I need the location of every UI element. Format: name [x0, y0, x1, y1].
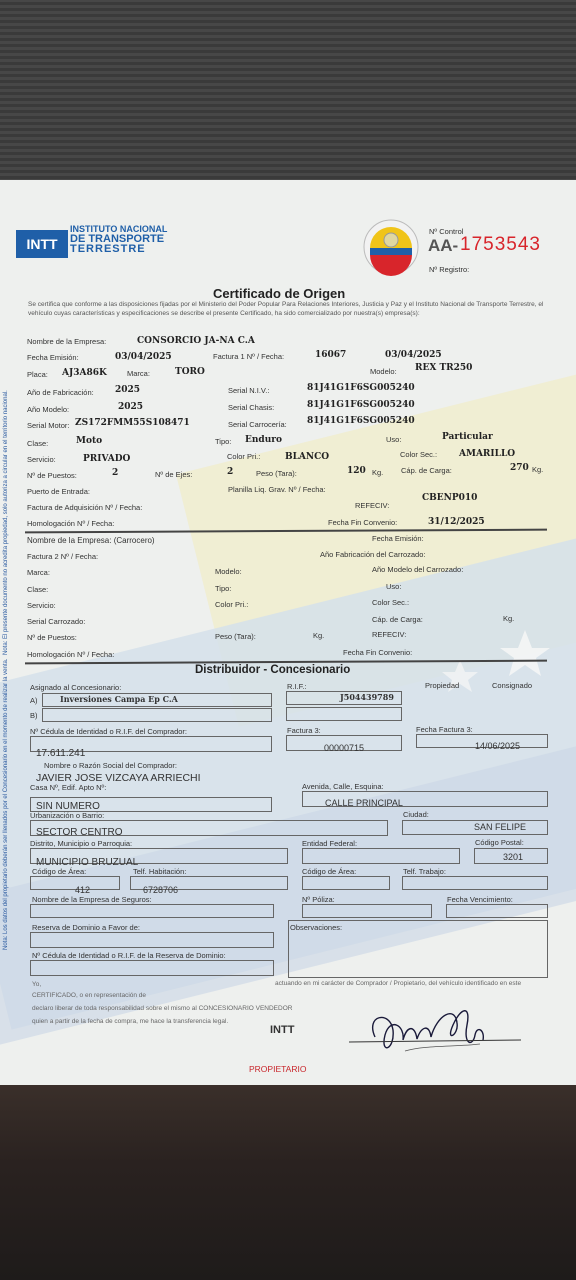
actuando-text: actuando en mi carácter de Comprador / Propietario, del vehículo identificado en este — [275, 980, 522, 987]
anio-fab-label: Año de Fabricación: — [27, 388, 94, 397]
b-label: B) — [30, 711, 38, 720]
reserva-label: Reserva de Dominio a Favor de: — [32, 923, 140, 932]
placa-label: Placa: — [27, 370, 48, 379]
rif-label: R.I.F.: — [287, 682, 307, 691]
certificate-paper — [0, 180, 576, 1085]
control-prefix: AA- — [428, 236, 459, 255]
puestos-label: Nº de Puestos: — [27, 471, 77, 480]
codigo-area-label: Código de Área: — [32, 867, 87, 876]
poliza-field — [302, 904, 432, 918]
factura3-value: 00000715 — [324, 743, 365, 753]
carga-label: Cáp. de Carga: — [401, 466, 452, 475]
side-note-2: Nota: Los datos del propietario deberán ser llenados por el Concesionario en el momento de realizar la venta. — [3, 658, 9, 950]
peso-unit: Kg. — [372, 468, 384, 477]
color-pri-label: Color Pri.: — [227, 452, 261, 461]
factura-label: Factura 1 Nº / Fecha: — [213, 352, 285, 361]
cedula-reserva-label: Nº Cédula de Identidad o R.I.F. de la Reserva de Dominio: — [32, 951, 226, 960]
government-seal-icon — [362, 218, 420, 276]
s2-carga-label: Cáp. de Carga: — [372, 615, 423, 624]
owner-signature-icon — [345, 995, 525, 1070]
factura2-label: Factura 2 Nº / Fecha: — [27, 552, 99, 561]
refeciv-value: CBENP010 — [422, 493, 478, 503]
s2-puestos-label: Nº de Puestos: — [27, 633, 77, 642]
avenida-label: Avenida, Calle, Esquina: — [302, 782, 384, 791]
fecha-fin-label: Fecha Fin Convenio: — [328, 518, 398, 527]
clase-label: Clase: — [27, 439, 49, 448]
carrocero-label: Nombre de la Empresa: (Carrocero) — [27, 536, 155, 545]
s2-peso-label: Peso (Tara): — [215, 632, 256, 641]
telf-trabajo-field — [402, 876, 548, 890]
ejes-value: 2 — [227, 467, 234, 477]
tipo-value: Enduro — [245, 435, 282, 445]
rif-a-value: J504439789 — [340, 692, 394, 702]
factura3-label: Factura 3: — [287, 726, 321, 735]
marca-value: TORO — [175, 367, 205, 377]
factura-adq-label: Factura de Adquisición Nº / Fecha: — [27, 503, 143, 512]
institute-line3: TERRESTRE — [70, 243, 146, 255]
s2-color-sec-label: Color Sec.: — [372, 598, 410, 607]
peso-value: 120 — [347, 466, 366, 476]
uso-label: Uso: — [386, 435, 402, 444]
carga-value: 270 — [510, 463, 529, 473]
s2-refeciv-label: REFECIV: — [372, 630, 407, 639]
carga-unit: Kg. — [532, 465, 544, 474]
planilla-label: Planilla Liq. Grav. Nº / Fecha: — [228, 485, 326, 494]
anio-modelo-label: Año Modelo: — [27, 405, 70, 414]
s2-anio-modelo-label: Año Modelo del Carrozado: — [372, 565, 464, 574]
s2-uso-label: Uso: — [386, 582, 402, 591]
factura-number: 16067 — [315, 350, 347, 360]
serial-niv-label: Serial N.I.V.: — [228, 386, 270, 395]
s2-modelo-label: Modelo: — [215, 567, 242, 576]
postal-label: Código Postal: — [475, 838, 524, 847]
certificado-line1: CERTIFICADO, o en representación de — [32, 992, 147, 999]
poliza-label: Nº Póliza: — [302, 895, 335, 904]
document-title: Certificado de Origen — [213, 286, 346, 301]
certificado-line3: quien a partir de la fecha de compra, me hace la transferencia legal. — [32, 1018, 229, 1025]
a-label: A) — [30, 696, 38, 705]
s2-marca-label: Marca: — [27, 568, 50, 577]
cedula-label: Nº Cédula de Identidad o R.I.F. del Comprador: — [30, 727, 187, 736]
rif-b-field — [286, 707, 402, 721]
clase-value: Moto — [76, 436, 103, 446]
distrito-value: MUNICIPIO BRUZUAL — [36, 857, 139, 868]
institute-line1: INSTITUTO NACIONAL — [70, 224, 168, 234]
s2-clase-label: Clase: — [27, 585, 49, 594]
placa-value: AJ3A86K — [62, 368, 107, 378]
certificado-line2: declaro liberar de toda responsabilidad sobre el mismo al CONCESIONARIO VENDEDOR — [32, 1005, 293, 1012]
modelo-label: Modelo: — [370, 367, 397, 376]
color-sec-value: AMARILLO — [459, 449, 516, 459]
puerto-label: Puerto de Entrada: — [27, 487, 90, 496]
s2-tipo-label: Tipo: — [215, 584, 232, 593]
ciudad-label: Ciudad: — [403, 810, 429, 819]
factura-date: 03/04/2025 — [385, 350, 442, 360]
concesionario-a-value: Inversiones Campa Ep C.A — [60, 694, 178, 704]
entidad-label: Entidad Federal: — [302, 839, 358, 848]
color-sec-label: Color Sec.: — [400, 450, 438, 459]
marca-label: Marca: — [127, 369, 150, 378]
institute-name — [70, 224, 167, 254]
fecha-emision-value: 03/04/2025 — [115, 352, 172, 362]
refeciv-label: REFECIV: — [355, 501, 390, 510]
serial-motor-value: ZS172FMM55S108471 — [75, 418, 190, 428]
cedula-reserva-field — [30, 960, 274, 976]
concesionario-b-field — [42, 708, 272, 722]
vencimiento-label: Fecha Vencimiento: — [447, 895, 513, 904]
uso-value: Particular — [442, 432, 493, 442]
observaciones-field — [288, 920, 548, 978]
s2-anio-fab-label: Año Fabricación del Carrozado: — [320, 550, 426, 559]
serial-carroceria-label: Serial Carrocería: — [228, 420, 287, 429]
color-pri-value: BLANCO — [285, 452, 330, 462]
ejes-label: Nº de Ejes: — [155, 470, 193, 479]
serial-carroceria-value: 81J41G1F6SG005240 — [307, 416, 415, 426]
serial-chasis-label: Serial Chasis: — [228, 403, 275, 412]
fecha-factura3-label: Fecha Factura 3: — [416, 725, 473, 734]
serial-niv-value: 81J41G1F6SG005240 — [307, 383, 415, 393]
codigo-area2-label: Código de Área: — [302, 867, 357, 876]
avenida-value: CALLE PRINCIPAL — [325, 798, 403, 808]
s2-peso-unit: Kg. — [313, 631, 325, 640]
s2-serial-label: Serial Carrozado: — [27, 617, 86, 626]
intro-paragraph: Se certifica que conforme a las disposiciones fijadas por el Ministerio del Poder Popular Para Relaciones Interiores, Justicia y Paz y el Instituto Nacional de Transporte Terrestre, el vehículo cuyas características y especificaciones se describe el presente Certificado, ha sido comercializado por nuestra(s) empresa(s): — [28, 301, 544, 317]
s2-servicio-label: Servicio: — [27, 601, 56, 610]
propiedad-label: Propiedad — [425, 681, 460, 690]
institute-line2: DE TRANSPORTE — [70, 233, 165, 245]
intt-logo: INTT — [16, 230, 68, 258]
s2-homologacion-label: Homologación Nº / Fecha: — [27, 650, 115, 659]
control-label: Nº Control — [429, 227, 464, 236]
serial-chasis-value: 81J41G1F6SG005240 — [307, 400, 415, 410]
fecha-emision-label: Fecha Emisión: — [27, 353, 79, 362]
urbanizacion-value: SECTOR CENTRO — [36, 827, 123, 838]
puestos-value: 2 — [112, 468, 119, 478]
consignado-label: Consignado — [492, 681, 533, 690]
anio-modelo-value: 2025 — [118, 402, 144, 412]
background-top — [0, 0, 576, 185]
telf-hab-label: Telf. Habitación: — [133, 867, 187, 876]
telf-hab-value: 6728706 — [143, 885, 179, 895]
modelo-value: REX TR250 — [415, 363, 473, 373]
fecha-factura3-value: 14/06/2025 — [475, 741, 521, 751]
ciudad-value: SAN FELIPE — [474, 822, 527, 832]
fecha-fin-value: 31/12/2025 — [428, 517, 485, 527]
asignado-label: Asignado al Concesionario: — [30, 683, 122, 692]
empresa-label: Nombre de la Empresa: — [27, 337, 107, 346]
side-note-1: Nota: El presente documento no acredita propiedad, solo autoriza a circular en el territorio nacional. — [3, 390, 9, 655]
background-bottom — [0, 1085, 576, 1280]
casa-value: SIN NUMERO — [36, 801, 100, 812]
nombre-comprador-value: JAVIER JOSE VIZCAYA ARRIECHI — [36, 772, 201, 784]
postal-value: 3201 — [503, 852, 524, 862]
seguros-label: Nombre de la Empresa de Seguros: — [32, 895, 152, 904]
homologacion-label: Homologación Nº / Fecha: — [27, 519, 115, 528]
serial-motor-label: Serial Motor: — [27, 421, 70, 430]
urbanizacion-label: Urbanización o Barrio: — [30, 811, 105, 820]
s2-color-pri-label: Color Pri.: — [215, 600, 249, 609]
yo-label: Yo, — [32, 981, 42, 988]
anio-fab-value: 2025 — [115, 385, 141, 395]
registro-label: Nº Registro: — [429, 265, 470, 274]
distribuidor-title: Distribuidor - Concesionario — [195, 664, 351, 676]
s2-fecha-emision-label: Fecha Emisión: — [372, 534, 424, 543]
empresa-value: CONSORCIO JA-NA C.A — [137, 336, 255, 346]
control-number: 1753543 — [460, 234, 541, 255]
s2-fecha-fin-label: Fecha Fin Convenio: — [343, 648, 413, 657]
servicio-label: Servicio: — [27, 455, 56, 464]
casa-field — [30, 797, 272, 812]
propietario-label: PROPIETARIO — [249, 1064, 307, 1074]
tipo-label: Tipo: — [215, 437, 232, 446]
codigo-area-value: 412 — [75, 885, 91, 895]
codigo-area2-field — [302, 876, 390, 890]
nombre-comprador-label: Nombre o Razón Social del Comprador: — [44, 761, 177, 770]
s2-carga-unit: Kg. — [503, 614, 515, 623]
distrito-label: Distrito, Municipio o Parroquia: — [30, 839, 133, 848]
cedula-value: 17.611.241 — [36, 748, 86, 759]
peso-label: Peso (Tara): — [256, 469, 297, 478]
reserva-field — [30, 932, 274, 948]
observaciones-label: Observaciones: — [290, 923, 343, 932]
telf-trabajo-label: Telf. Trabajo: — [403, 867, 446, 876]
entidad-field — [302, 848, 460, 864]
vencimiento-field — [446, 904, 548, 918]
seguros-field — [30, 904, 274, 918]
intt-sign-label: INTT — [270, 1024, 295, 1036]
servicio-value: PRIVADO — [83, 454, 131, 464]
casa-label: Casa Nº, Edif. Apto Nº: — [30, 783, 107, 792]
